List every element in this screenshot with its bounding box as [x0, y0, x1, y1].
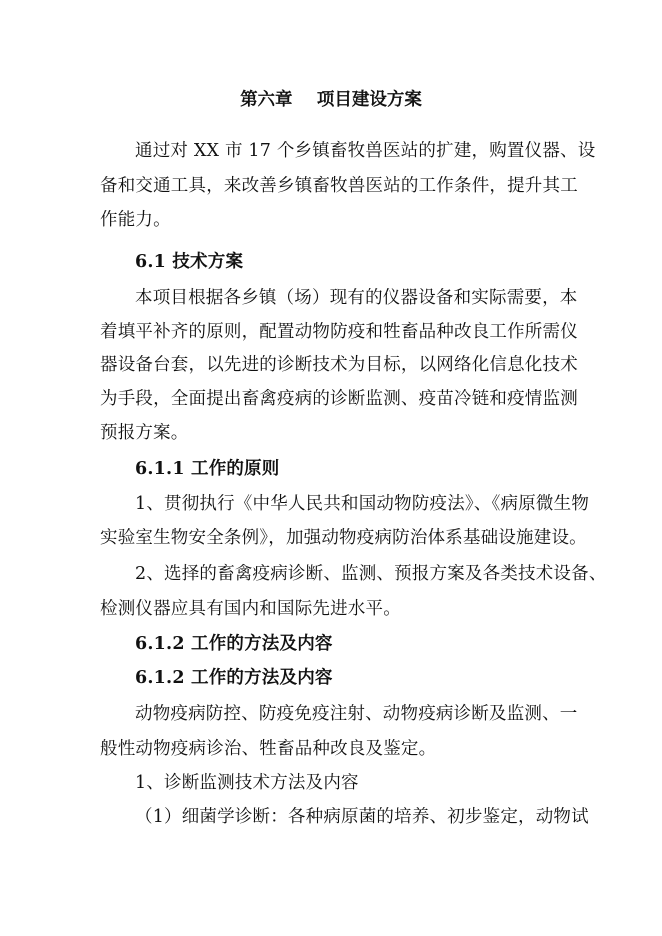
chapter-title: 第六章 项目建设方案 — [240, 90, 422, 110]
section-6-1-1-line-2: 实验室生物安全条例》，加强动物疫病防治体系基础设施建设。 — [100, 528, 587, 548]
section-6-1-line-4: 为手段，全面提出畜禽疫病的诊断监测、疫苗冷链和疫情监测 — [100, 389, 578, 409]
section-6-1-1-line-1: 1、贯彻执行《中华人民共和国动物防疫法》、《病原微生物 — [135, 494, 590, 514]
section-6-1-heading: 6.1 技术方案 — [135, 252, 244, 272]
section-6-1-2-heading-repeat: 6.1.2 工作的方法及内容 — [135, 668, 333, 688]
section-6-1-line-1: 本项目根据各乡镇（场）现有的仪器设备和实际需要，本 — [135, 288, 578, 308]
section-6-1-line-3: 器设备台套，以先进的诊断技术为目标，以网络化信息化技术 — [100, 355, 578, 375]
section-6-1-2-line-3: 1、诊断监测技术方法及内容 — [135, 773, 359, 793]
section-6-1-2-line-2: 般性动物疫病诊治、牲畜品种改良及鉴定。 — [100, 739, 437, 759]
intro-line-2: 备和交通工具，来改善乡镇畜牧兽医站的工作条件，提升其工 — [100, 176, 578, 196]
section-6-1-1-line-4: 检测仪器应具有国内和国际先进水平。 — [100, 599, 401, 619]
section-6-1-1-heading: 6.1.1 工作的原则 — [135, 459, 280, 479]
intro-line-3: 作能力。 — [100, 210, 171, 230]
section-6-1-line-2: 着填平补齐的原则，配置动物防疫和牲畜品种改良工作所需仪 — [100, 322, 578, 342]
section-6-1-line-5: 预报方案。 — [100, 423, 189, 443]
section-6-1-2-line-1: 动物疫病防控、防疫免疫注射、动物疫病诊断及监测、一 — [135, 704, 578, 724]
section-6-1-2-line-4: （1）细菌学诊断：各种病原菌的培养、初步鉴定，动物试 — [135, 807, 589, 827]
section-6-1-2-heading: 6.1.2 工作的方法及内容 — [135, 634, 333, 654]
intro-line-1: 通过对 XX 市 17 个乡镇畜牧兽医站的扩建，购置仪器、设 — [135, 141, 596, 161]
section-6-1-1-line-3: 2、选择的畜禽疫病诊断、监测、预报方案及各类技术设备、 — [135, 564, 607, 584]
